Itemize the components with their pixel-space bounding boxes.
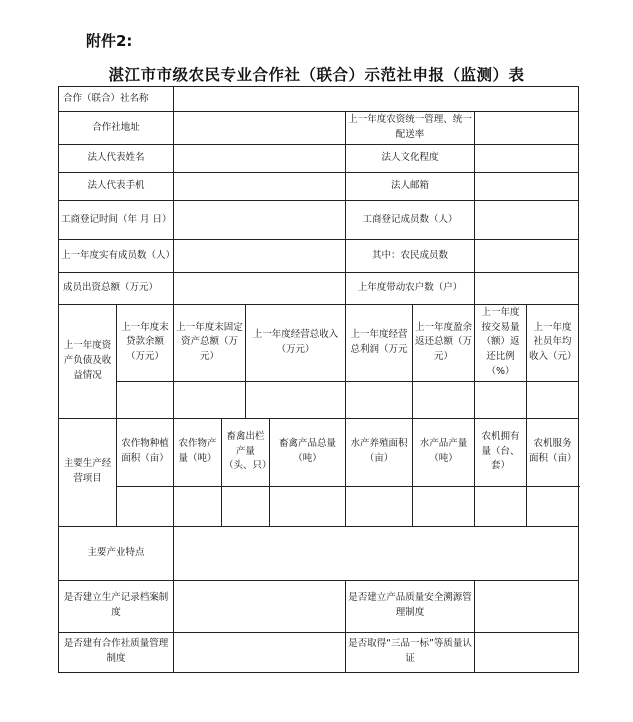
driven-households-label: 上年度带动农户数（户） xyxy=(346,273,475,305)
production-header-aquaculture-area: 水产养殖面积（亩） xyxy=(346,418,413,486)
production-records-field[interactable] xyxy=(174,580,346,632)
attachment-label: 附件2: xyxy=(86,32,133,50)
finance-header-profit: 上一年度经营总利润（万元 xyxy=(346,305,413,382)
coop-name-label: 合作（联合）社名称 xyxy=(59,87,174,112)
legal-rep-education-label: 法人文化程度 xyxy=(346,145,475,173)
driven-households-field[interactable] xyxy=(475,273,579,305)
production-header-crop-yield: 农作物产量（吨） xyxy=(174,418,222,486)
reg-members-label: 工商登记成员数（人） xyxy=(346,201,475,240)
production-aquaculture-area-field[interactable] xyxy=(346,486,413,526)
farmer-members-field[interactable] xyxy=(475,240,579,273)
legal-rep-phone-field[interactable] xyxy=(174,173,346,201)
coop-address-label: 合作社地址 xyxy=(59,112,174,145)
production-crop-yield-field[interactable] xyxy=(174,486,222,526)
production-livestock-products-field[interactable] xyxy=(270,486,346,526)
unified-rate-field[interactable] xyxy=(475,112,579,145)
finance-profit-field[interactable] xyxy=(346,381,413,418)
certification-field[interactable] xyxy=(475,632,579,672)
production-livestock-output-field[interactable] xyxy=(222,486,270,526)
production-records-label: 是否建立生产记录档案制度 xyxy=(59,580,174,632)
legal-rep-name-field[interactable] xyxy=(174,145,346,173)
actual-members-field[interactable] xyxy=(174,240,346,273)
farmer-members-label: 其中：农民成员数 xyxy=(346,240,475,273)
quality-management-field[interactable] xyxy=(174,632,346,672)
finance-surplus-field[interactable] xyxy=(413,381,475,418)
certification-label: 是否取得“三品一标”等质量认证 xyxy=(346,632,475,672)
member-capital-field[interactable] xyxy=(174,273,346,305)
member-capital-label: 成员出资总额（万元） xyxy=(59,273,174,305)
finance-revenue-field[interactable] xyxy=(246,381,346,418)
finance-section-label: 上一年度资产负债及收益情况 xyxy=(59,305,117,419)
finance-fixed-assets-field[interactable] xyxy=(174,381,246,418)
actual-members-label: 上一年度实有成员数（人） xyxy=(59,240,174,273)
application-form-table xyxy=(58,86,579,673)
finance-loan-field[interactable] xyxy=(117,381,174,418)
quality-management-label: 是否建有合作社质量管理制度 xyxy=(59,632,174,672)
traceability-label: 是否建立产品质量安全溯源管理制度 xyxy=(346,580,475,632)
finance-return-ratio-field[interactable] xyxy=(475,381,527,418)
production-header-livestock-products: 畜禽产品总量（吨） xyxy=(270,418,346,486)
production-header-crop-area: 农作物种植面积（亩） xyxy=(117,418,174,486)
reg-time-label: 工商登记时间（年 月 日） xyxy=(59,201,174,240)
coop-name-field[interactable] xyxy=(174,87,579,112)
finance-header-member-income: 上一年度社员年均收入（元） xyxy=(527,305,579,382)
traceability-field[interactable] xyxy=(475,580,579,632)
finance-header-loan: 上一年度末贷款余额（万元） xyxy=(117,305,174,382)
production-machinery-service-field[interactable] xyxy=(527,486,579,526)
legal-rep-name-label: 法人代表姓名 xyxy=(59,145,174,173)
document-title: 湛江市市级农民专业合作社（联合）示范社申报（监测）表 xyxy=(108,65,525,84)
production-aquatic-yield-field[interactable] xyxy=(413,486,475,526)
finance-header-return-ratio: 上一年度按交易量（额）返还比例（%） xyxy=(475,305,527,382)
legal-rep-email-field[interactable] xyxy=(475,173,579,201)
production-section-label: 主要生产经营项目 xyxy=(59,418,117,526)
production-header-aquatic-yield: 水产品产量（吨） xyxy=(413,418,475,486)
reg-time-field[interactable] xyxy=(174,201,346,240)
finance-header-revenue: 上一年度经营总收入（万元） xyxy=(246,305,346,382)
unified-rate-label: 上一年度农资统一管理、统一配送率 xyxy=(346,112,475,145)
legal-rep-education-field[interactable] xyxy=(475,145,579,173)
legal-rep-phone-label: 法人代表手机 xyxy=(59,173,174,201)
legal-rep-email-label: 法人邮箱 xyxy=(346,173,475,201)
production-machinery-count-field[interactable] xyxy=(475,486,527,526)
finance-header-surplus: 上一年度盈余返还总额（万元） xyxy=(413,305,475,382)
industry-features-label: 主要产业特点 xyxy=(59,526,174,580)
finance-member-income-field[interactable] xyxy=(527,381,579,418)
production-header-machinery-count: 农机拥有量（台、套） xyxy=(475,418,527,486)
production-header-livestock-output: 畜禽出栏产量（头、只） xyxy=(222,418,270,486)
finance-header-fixed-assets: 上一年度末固定资产总额（万元） xyxy=(174,305,246,382)
production-crop-area-field[interactable] xyxy=(117,486,174,526)
coop-address-field[interactable] xyxy=(174,112,346,145)
industry-features-field[interactable] xyxy=(174,526,579,580)
production-header-machinery-service: 农机服务面积（亩） xyxy=(527,418,579,486)
reg-members-field[interactable] xyxy=(475,201,579,240)
